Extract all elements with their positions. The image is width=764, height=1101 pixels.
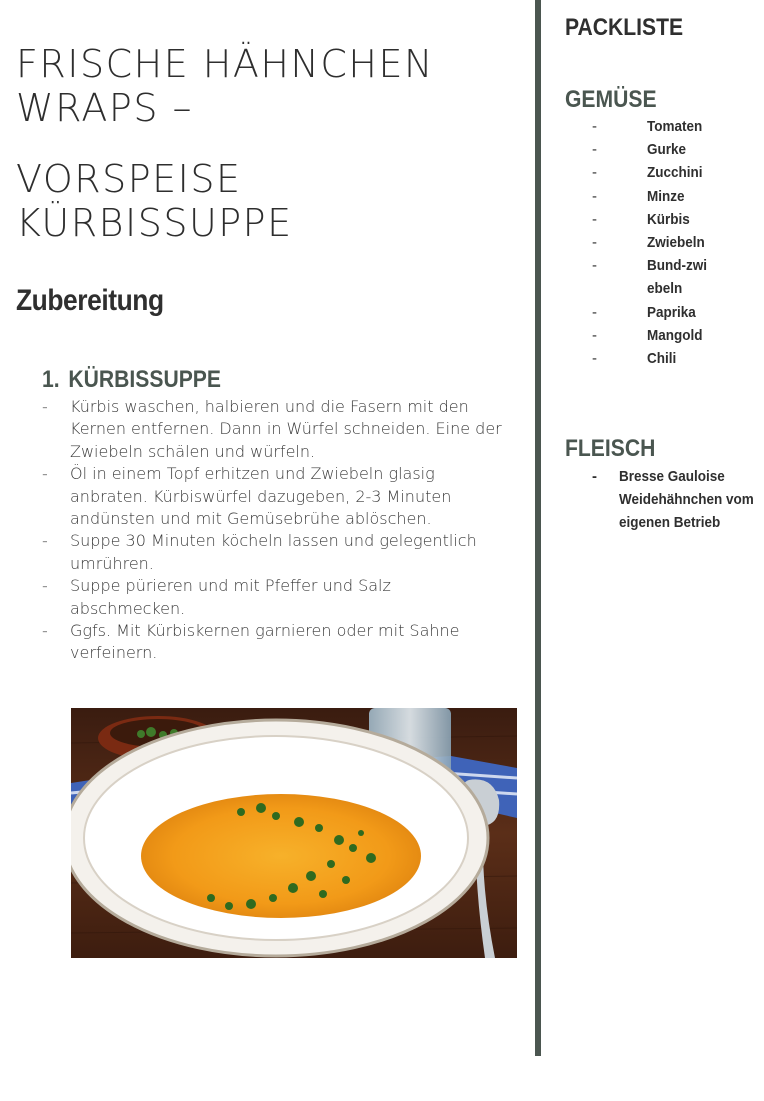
list-item xyxy=(592,208,752,231)
step-text: Suppe pürieren und mit Pfeffer und Salz abschmecken. xyxy=(70,576,391,618)
list-dash: - xyxy=(592,141,597,159)
list-item xyxy=(592,324,752,347)
list-item xyxy=(592,115,752,138)
list-dash: - xyxy=(592,350,597,368)
step-text: Suppe 30 Minuten köcheln lassen und gelegentlich umrühren. xyxy=(70,531,477,573)
list-dash: - xyxy=(592,326,597,344)
list-dash: - xyxy=(42,464,48,484)
list-dash: - xyxy=(42,397,48,416)
vegetables-title: GEMÜSE xyxy=(565,86,657,113)
photo-soup xyxy=(141,794,421,918)
section-number: 1. xyxy=(42,366,60,393)
meat-title: FLEISCH xyxy=(565,435,656,462)
recipe-title-line: FRISCHE HÄHNCHEN xyxy=(16,42,434,86)
vegetable-name: Zucchini xyxy=(647,164,703,182)
section-title xyxy=(42,366,221,394)
vegetables-list xyxy=(592,115,752,370)
step-text: Kürbis waschen, halbieren und die Fasern mit den Kernen entfernen. Dann in Würfel schneiden. Eine der Zwiebeln schälen und würfeln. xyxy=(70,397,502,461)
meat-list xyxy=(592,465,762,535)
list-item xyxy=(592,254,719,300)
list-dash: - xyxy=(592,118,597,135)
list-dash: - xyxy=(592,257,597,275)
vegetable-name: Chili xyxy=(647,350,677,368)
vegetable-name: Tomaten xyxy=(647,118,703,135)
list-dash: - xyxy=(592,234,597,252)
list-item xyxy=(592,161,752,184)
recipe-title-line: WRAPS – xyxy=(16,86,194,130)
step-item xyxy=(42,463,502,530)
recipe-subtitle xyxy=(16,157,293,245)
meat-name: Bresse Gauloise Weidehähnchen vom eigenen Betrieb xyxy=(619,468,754,532)
column-divider xyxy=(535,0,541,1056)
step-item xyxy=(42,575,502,620)
list-dash: - xyxy=(42,531,48,551)
pumpkin-soup-photo xyxy=(71,708,517,958)
list-item xyxy=(592,185,752,208)
vegetable-name: Minze xyxy=(647,187,685,205)
list-item xyxy=(592,301,752,324)
step-item xyxy=(42,396,502,463)
steps-list xyxy=(42,396,502,665)
recipe-subtitle-line: VORSPEISE xyxy=(16,157,242,201)
step-item xyxy=(42,530,502,575)
list-dash: - xyxy=(592,468,597,485)
vegetable-name: Bund-zwiebeln xyxy=(647,257,707,298)
vegetable-name: Paprika xyxy=(647,303,696,321)
list-dash: - xyxy=(42,576,48,596)
step-text: Ggfs. Mit Kürbiskernen garnieren oder mit Sahne verfeinern. xyxy=(70,621,460,663)
list-item xyxy=(592,347,752,370)
step-text: Öl in einem Topf erhitzen und Zwiebeln glasig anbraten. Kürbiswürfel dazugeben, 2-3 Minuten andünsten und mit Gemüsebrühe ablöschen. xyxy=(70,464,452,529)
list-item xyxy=(592,231,752,254)
list-dash: - xyxy=(592,187,597,205)
packing-list-title: PACKLISTE xyxy=(565,14,684,41)
vegetable-name: Kürbis xyxy=(647,210,690,228)
list-dash: - xyxy=(592,210,597,228)
list-item xyxy=(592,138,752,161)
vegetable-name: Mangold xyxy=(647,326,703,344)
recipe-title xyxy=(16,42,434,130)
step-item xyxy=(42,620,502,665)
list-dash: - xyxy=(592,303,597,321)
vegetable-name: Gurke xyxy=(647,141,687,159)
list-dash: - xyxy=(42,621,48,641)
vegetable-name: Zwiebeln xyxy=(647,234,705,252)
list-item xyxy=(592,465,762,535)
recipe-subtitle-line: KÜRBISSUPPE xyxy=(16,201,293,245)
list-dash: - xyxy=(592,164,597,182)
preparation-heading: Zubereitung xyxy=(16,284,164,317)
section-title-text: KÜRBISSUPPE xyxy=(68,366,221,393)
